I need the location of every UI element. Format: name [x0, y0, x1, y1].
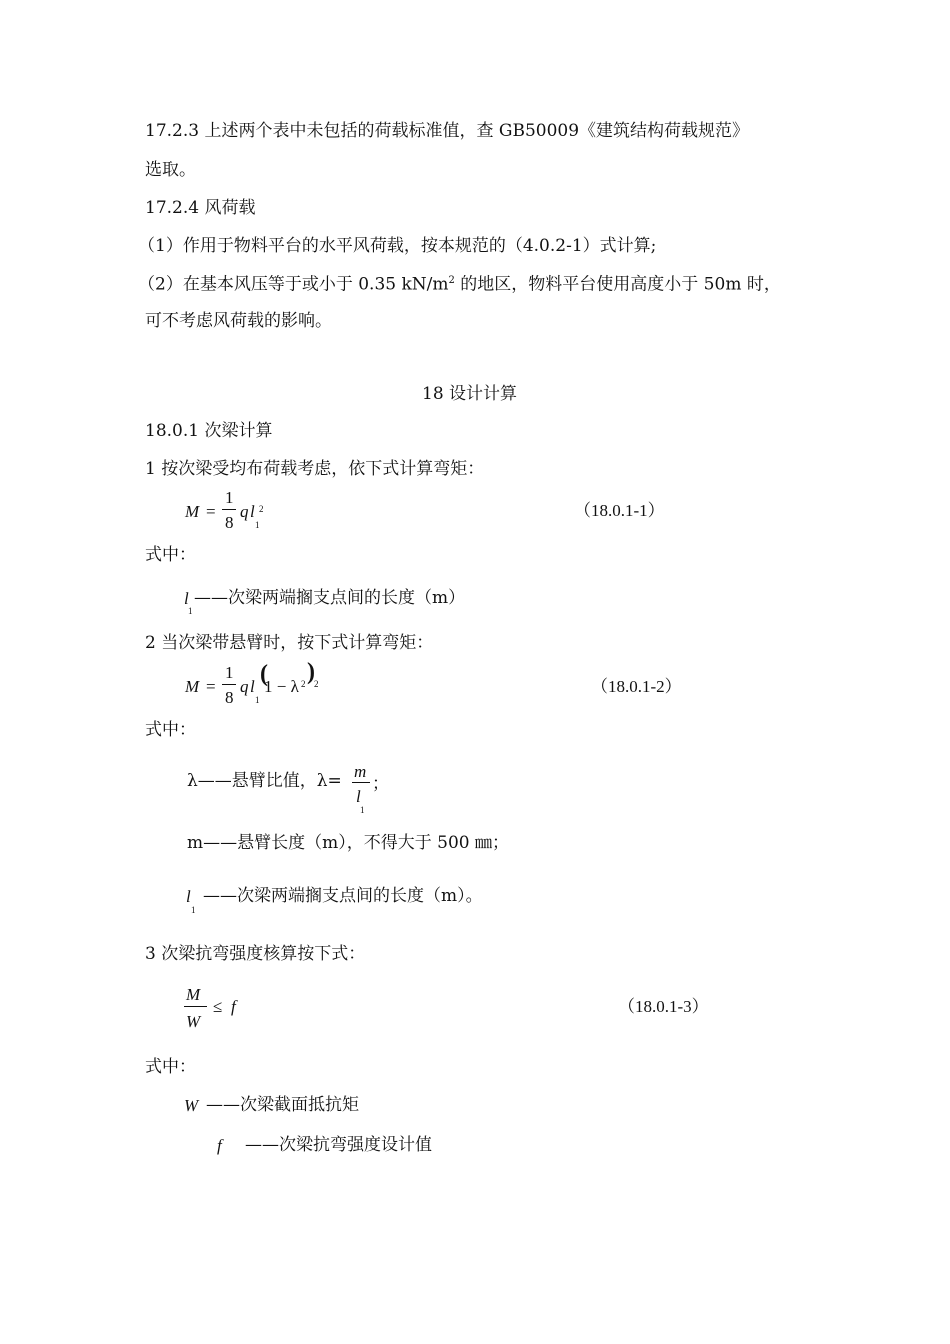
wind-item-2-b: 的地区，物料平台使用高度小于 50m 时， [454, 274, 781, 295]
def-m: m——悬臂长度（m），不得大于 500 ㎜； [187, 833, 509, 853]
heading-17-2-4: 17.2.4 风荷载 [145, 198, 256, 218]
heading-18-0-1: 18.0.1 次梁计算 [145, 421, 273, 441]
para-2: 2 当次梁带悬臂时，按下式计算弯矩： [145, 633, 434, 653]
wind-item-2-sup: 2 [448, 275, 455, 286]
where-label-3: 式中： [145, 1057, 196, 1077]
eq-number-3: （18.0.1-3） [618, 997, 709, 1016]
eq-number-2: （18.0.1-2） [591, 677, 682, 696]
chapter-title: 18 设计计算 [422, 384, 518, 404]
wind-item-2-line2: 可不考虑风荷载的影响。 [145, 311, 332, 331]
wind-item-2 [138, 276, 781, 294]
eq-number-1: （18.0.1-1） [574, 501, 665, 520]
para-3: 3 次梁抗弯强度核算按下式： [145, 944, 366, 964]
para-17-2-3-line2: 选取。 [145, 160, 196, 180]
wind-item-1: （1）作用于物料平台的水平风荷载，按本规范的（4.0.2-1）式计算; [138, 236, 657, 256]
para-1: 1 按次梁受均布荷载考虑，依下式计算弯矩： [145, 459, 485, 479]
para-17-2-3-line1: 17.2.3 上述两个表中未包括的荷载标准值，查 GB50009《建筑结构荷载规范》 [145, 121, 750, 141]
wind-item-2-a: （2）在基本风压等于或小于 0.35 kN/m [138, 274, 449, 295]
where-label-1: 式中： [145, 545, 196, 565]
where-label-2: 式中： [145, 720, 196, 740]
